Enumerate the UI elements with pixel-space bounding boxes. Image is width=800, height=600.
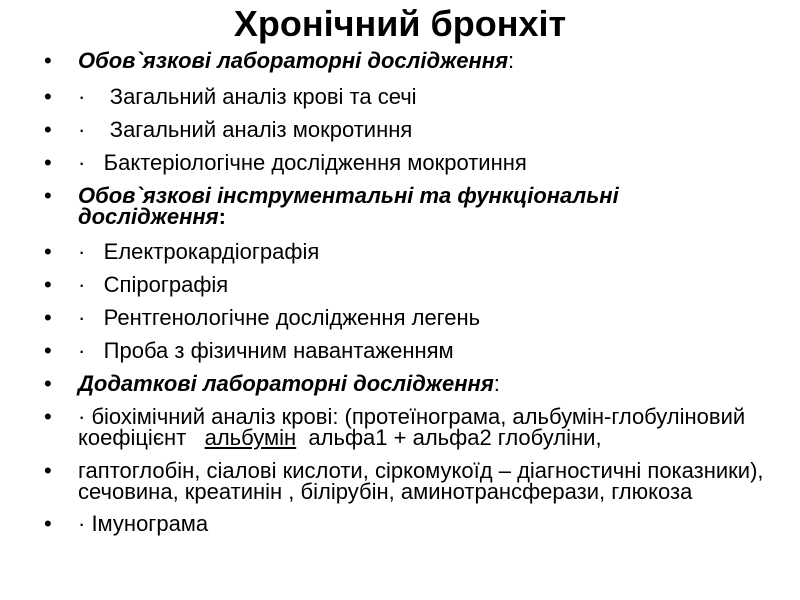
heading-colon: : [218, 204, 226, 229]
bullet-icon: • [44, 305, 52, 330]
list-item-blood-urine [0, 86, 800, 108]
section-heading-additional-lab: Додаткові лабораторні дослідження [78, 371, 494, 396]
slide-title: Хронічний бронхіт [233, 3, 567, 44]
bullet-icon: • [44, 338, 52, 363]
item-text-before: · біохімічний аналіз крові: (протеїнограма, альбумін-глобуліновий коефіцієнт [78, 404, 752, 450]
bullet-icon: • [44, 150, 52, 175]
item-text: · Бактеріологічне дослідження мокротиння [78, 150, 527, 175]
bullet-icon: • [44, 458, 52, 483]
heading-colon: : [493, 371, 500, 396]
item-text: · Електрокардіографія [78, 239, 320, 264]
list-item-exercise-test [0, 340, 800, 362]
list-item-xray [0, 307, 800, 329]
list-item-additional-lab-header [0, 373, 800, 395]
item-text: · Рентгенологічне дослідження легень [78, 305, 481, 330]
bullet-icon: • [44, 404, 52, 429]
list-item-haptoglobin [0, 460, 800, 502]
item-text-underlined: альбумін [204, 425, 297, 450]
list-item-ecg [0, 241, 800, 263]
item-text: · Проба з фізичним навантаженням [78, 338, 454, 363]
section-heading-required-instrumental: Обов`язкові інструментальні та функціональні дослідження [78, 183, 619, 229]
heading-colon: : [508, 48, 515, 73]
item-text: · Спірографія [78, 272, 229, 297]
list-item-sputum-analysis [0, 119, 800, 141]
bullet-icon: • [44, 272, 52, 297]
list-item-immunogram [0, 513, 800, 535]
list-item-biochemistry [0, 406, 800, 448]
item-text: · Імунограма [78, 511, 209, 536]
list-item-bacteriology [0, 152, 800, 174]
bullet-icon: • [44, 48, 52, 73]
list-item-required-lab-header [0, 50, 800, 72]
item-text: гаптоглобін, сіалові кислоти, сіркомукоїд – діагностичні показники), сечовина, креатинін , білірубін, аминотрансферази, глюкоза [78, 458, 764, 504]
list-item-required-instrumental-header [0, 185, 800, 227]
bullet-list [0, 46, 800, 535]
bullet-icon: • [44, 183, 52, 208]
bullet-icon: • [44, 84, 52, 109]
item-text-after: альфа1 + альфа2 глобуліни, [296, 425, 602, 450]
bullet-icon: • [44, 117, 52, 142]
item-text: · Загальний аналіз мокротиння [78, 117, 413, 142]
list-item-spirography [0, 274, 800, 296]
section-heading-required-lab: Обов`язкові лабораторні дослідження [78, 48, 509, 73]
item-text: · Загальний аналіз крові та сечі [78, 84, 417, 109]
bullet-icon: • [44, 239, 52, 264]
bullet-icon: • [44, 371, 52, 396]
bullet-icon: • [44, 511, 52, 536]
